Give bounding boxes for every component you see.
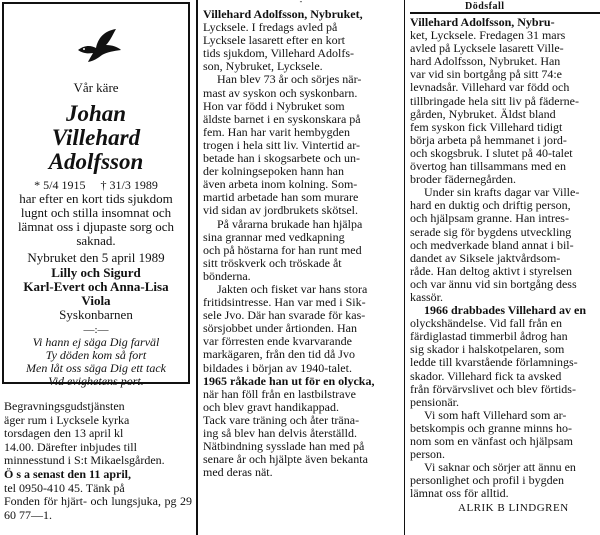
article-line: sina grannar med vedkapning [203, 230, 345, 244]
article-line: färdiglastad timmerbil ådrog han [410, 330, 568, 344]
article-line: Vi saknar och sörjer att ännu en [424, 461, 576, 475]
article-line: Tack vare träning och åter träna- [203, 413, 360, 427]
article-line: pensionär. [410, 395, 459, 409]
poem-line: Ty döden kom så fort [45, 348, 147, 362]
article-line: broder fädernegården. [410, 173, 516, 187]
mourner-line: Karl-Evert och Anna-Lisa [23, 279, 169, 294]
poem [4, 336, 188, 388]
article-line: bönderna. [203, 269, 251, 283]
article-line: sörsjobbet under årtionden. Han [203, 322, 357, 336]
article-line: och blev gravt handikappad. [203, 400, 339, 414]
article-line: betade han i skogsarbete och un- [203, 152, 360, 166]
death-notice [2, 2, 190, 388]
funeral-line: Ö s a senast den 11 april, [4, 467, 132, 481]
article-line: övertog han tillsammans med en [410, 160, 566, 174]
article-line: ledde till kvarstående förlamnings- [410, 356, 578, 370]
author-signature: ALRIK B LINDGREN [458, 502, 569, 515]
funeral-line: torsdagen den 13 april kl [4, 427, 124, 441]
article-line: Nätbindning sysslade han med på [203, 440, 365, 454]
death-notice-column [0, 0, 196, 535]
article-line: olyckshändelse. Vid fall från en [410, 317, 563, 331]
article-line: Lycksele lasarett efter en kort [203, 34, 345, 48]
article-line: och medverkade bland annat i bil- [410, 238, 574, 252]
article-line: nom som en vänfast och hjälpsam [410, 435, 573, 448]
article-line: personlighet och profil i bygden [410, 474, 564, 488]
article-line: Han blev 73 år och sörjes när- [217, 73, 362, 87]
article-line: även arbeta inom kolning. Som- [203, 178, 358, 192]
dove-icon [76, 28, 122, 64]
notice-text-line: lämnat oss i djupaste sorg och [17, 219, 175, 234]
notice-text [8, 192, 184, 248]
article-line: Villehard Adolfsson, Nybruket, [203, 8, 363, 21]
death-date: † 31/3 1989 [100, 178, 158, 192]
article-line: sitt tröskverk och tröskade åt [203, 256, 342, 270]
article-line: var förresten ende kvarvarande [203, 335, 352, 349]
notice-text-line: saknad. [76, 233, 116, 248]
article-line: serade sig för bygdens utveckling [410, 225, 572, 239]
article-line: hard Adolfsson, Nybruket. Han [410, 55, 561, 69]
article-line: senare år och hjälpte även bekanta [203, 453, 368, 467]
article-line: sig skador i halskotpelaren, som [410, 343, 565, 357]
article-line: Lycksele. I fredags avled på [203, 21, 338, 35]
article-line: markägaren, från den tid då Jvo [203, 348, 355, 362]
funeral-line: Fonden för hjärt- och lungsjuka, pg 29 60 77—1. [4, 494, 192, 522]
article-line: levnadsår. Villehard var född och [410, 81, 570, 95]
mourner-line: Viola [81, 293, 111, 308]
article-line: ing så blev han delvis återställd. [203, 427, 357, 440]
article-line: mast av syskon och syskonbarn. [203, 86, 358, 100]
column-rule [404, 0, 405, 535]
article-line: Hon var född i Nybruket som [203, 99, 345, 113]
funeral-announcement [4, 400, 192, 522]
article-line: fem. Han har varit hembygden [203, 125, 350, 139]
article-line: äldste barnet i en syskonskara på [203, 112, 361, 126]
article-line: På vårarna brukade han hjälpa [217, 217, 363, 231]
deceased-first-name: Johan [65, 101, 127, 126]
funeral-line: Begravningsgudstjänsten [4, 400, 125, 413]
funeral-line: äger rum i Lycksele kyrka [4, 413, 130, 427]
funeral-line: tel 0950-410 45. Tänk på [4, 481, 125, 495]
article-line: Jakten och fisket var hans stora [217, 282, 368, 296]
mourners-caption: Syskonbarnen [59, 307, 133, 322]
place-date: Nybruket den 5 april 1989 [27, 250, 165, 265]
article-line: när han föll från en lastbilstrave [203, 387, 356, 401]
article-line: bildades i början av 1940-talet. [203, 361, 352, 375]
funeral-line: minnesstund i S:t Mikaelsgården. [4, 454, 165, 468]
article-line: skador. Villehard fick ta avsked [410, 369, 562, 383]
article-line: råde. Han deltog aktivt i styrelsen [410, 264, 572, 278]
article-line: gården, Nybruket. Äldst bland [410, 107, 556, 121]
article-1-text [203, 8, 399, 479]
article-line: med deras nät. [203, 466, 273, 480]
article-line: och skogsbruk. I slutet på 40-talet [410, 146, 573, 160]
article-line: 1966 drabbades Villehard av en [424, 304, 587, 318]
deceased-last-name: Adolfsson [48, 149, 144, 174]
article-line: der kolningsepoken hann han [203, 165, 344, 179]
article-line: fritidsintresse. Han var med i Sik- [203, 296, 366, 310]
article-line: betskompis och granne minns ho- [410, 421, 572, 435]
article-line: Vi som haft Villehard som ar- [424, 408, 567, 422]
poem-line: Men låt oss säga Dig ett tack [26, 361, 166, 375]
article-line: Villehard Adolfsson, Nybru- [410, 16, 555, 29]
column-rule [196, 0, 198, 535]
article-line: från förvärvslivet och blev förtids- [410, 382, 576, 396]
funeral-line: 14.00. Därefter inbjudes till [4, 440, 137, 454]
article-line: avled på Lycksele lasarett Ville- [410, 42, 564, 56]
article-line: trogen i hela sitt liv. Vintertid ar- [203, 138, 361, 152]
article-line: son, Nybruket, Lycksele. [203, 60, 323, 74]
notice-text-line: lugnt och stilla insomnat och [20, 205, 172, 220]
poem-line: Vi hann ej säga Dig farväl [32, 335, 160, 349]
deceased-middle-name: Villehard [51, 125, 141, 150]
article-line: dandet av Siksele jaktvårdsom- [410, 251, 561, 265]
article-line: martid arbetade han som murare [203, 191, 359, 205]
article-2-text [410, 16, 600, 500]
mourner-line: Lilly och Sigurd [51, 265, 141, 280]
article-line: hard en duktig och driftig person, [410, 199, 571, 213]
article-line: var vid sin bortgång på sitt 74:e [410, 68, 562, 82]
mourners [4, 266, 188, 322]
article-line: sele Jvo. Där han svarade för kas- [203, 309, 366, 323]
obituary-article-2 [410, 0, 600, 535]
separator: —:— [83, 324, 109, 336]
obituary-article-1 [203, 0, 399, 535]
article-line: och på höstarna for han runt med [203, 243, 362, 257]
article-line: börja arbeta på hemmanet i jord- [410, 133, 567, 147]
article-line: Under sin krafts dagar var Ville- [424, 186, 580, 200]
article-line: och var ännu vid sin bortgång dess [410, 277, 577, 291]
article-line: 1965 råkade han ut för en olycka, [203, 374, 375, 388]
banner-rule [410, 12, 600, 14]
notice-intro: Vår käre [73, 80, 119, 95]
top-fragment: - [299, 0, 303, 6]
article-line: tillbringade hela sitt liv på fäderne- [410, 94, 579, 108]
article-line: fem syskon fick Villehard tidigt [410, 120, 563, 134]
poem-line: Vid evighetens port. [48, 374, 144, 388]
article-line: och hjälpsam granne. Han intres- [410, 212, 569, 226]
article-line: lämnat oss för alltid. [410, 487, 509, 501]
article-line: person. [410, 448, 445, 462]
article-line: tids sjukdom, Villehard Adolfs- [203, 47, 355, 61]
article-line: kassör. [410, 290, 443, 304]
notice-text-line: har efter en kort tids sjukdom [19, 191, 173, 206]
article-line: vid sidan av jordbrukets skötsel. [203, 204, 358, 218]
birth-date: * 5/4 1915 [34, 178, 86, 192]
article-line: ket, Lycksele. Fredagen 31 mars [410, 29, 566, 43]
section-banner: Dödsfall [465, 1, 505, 10]
